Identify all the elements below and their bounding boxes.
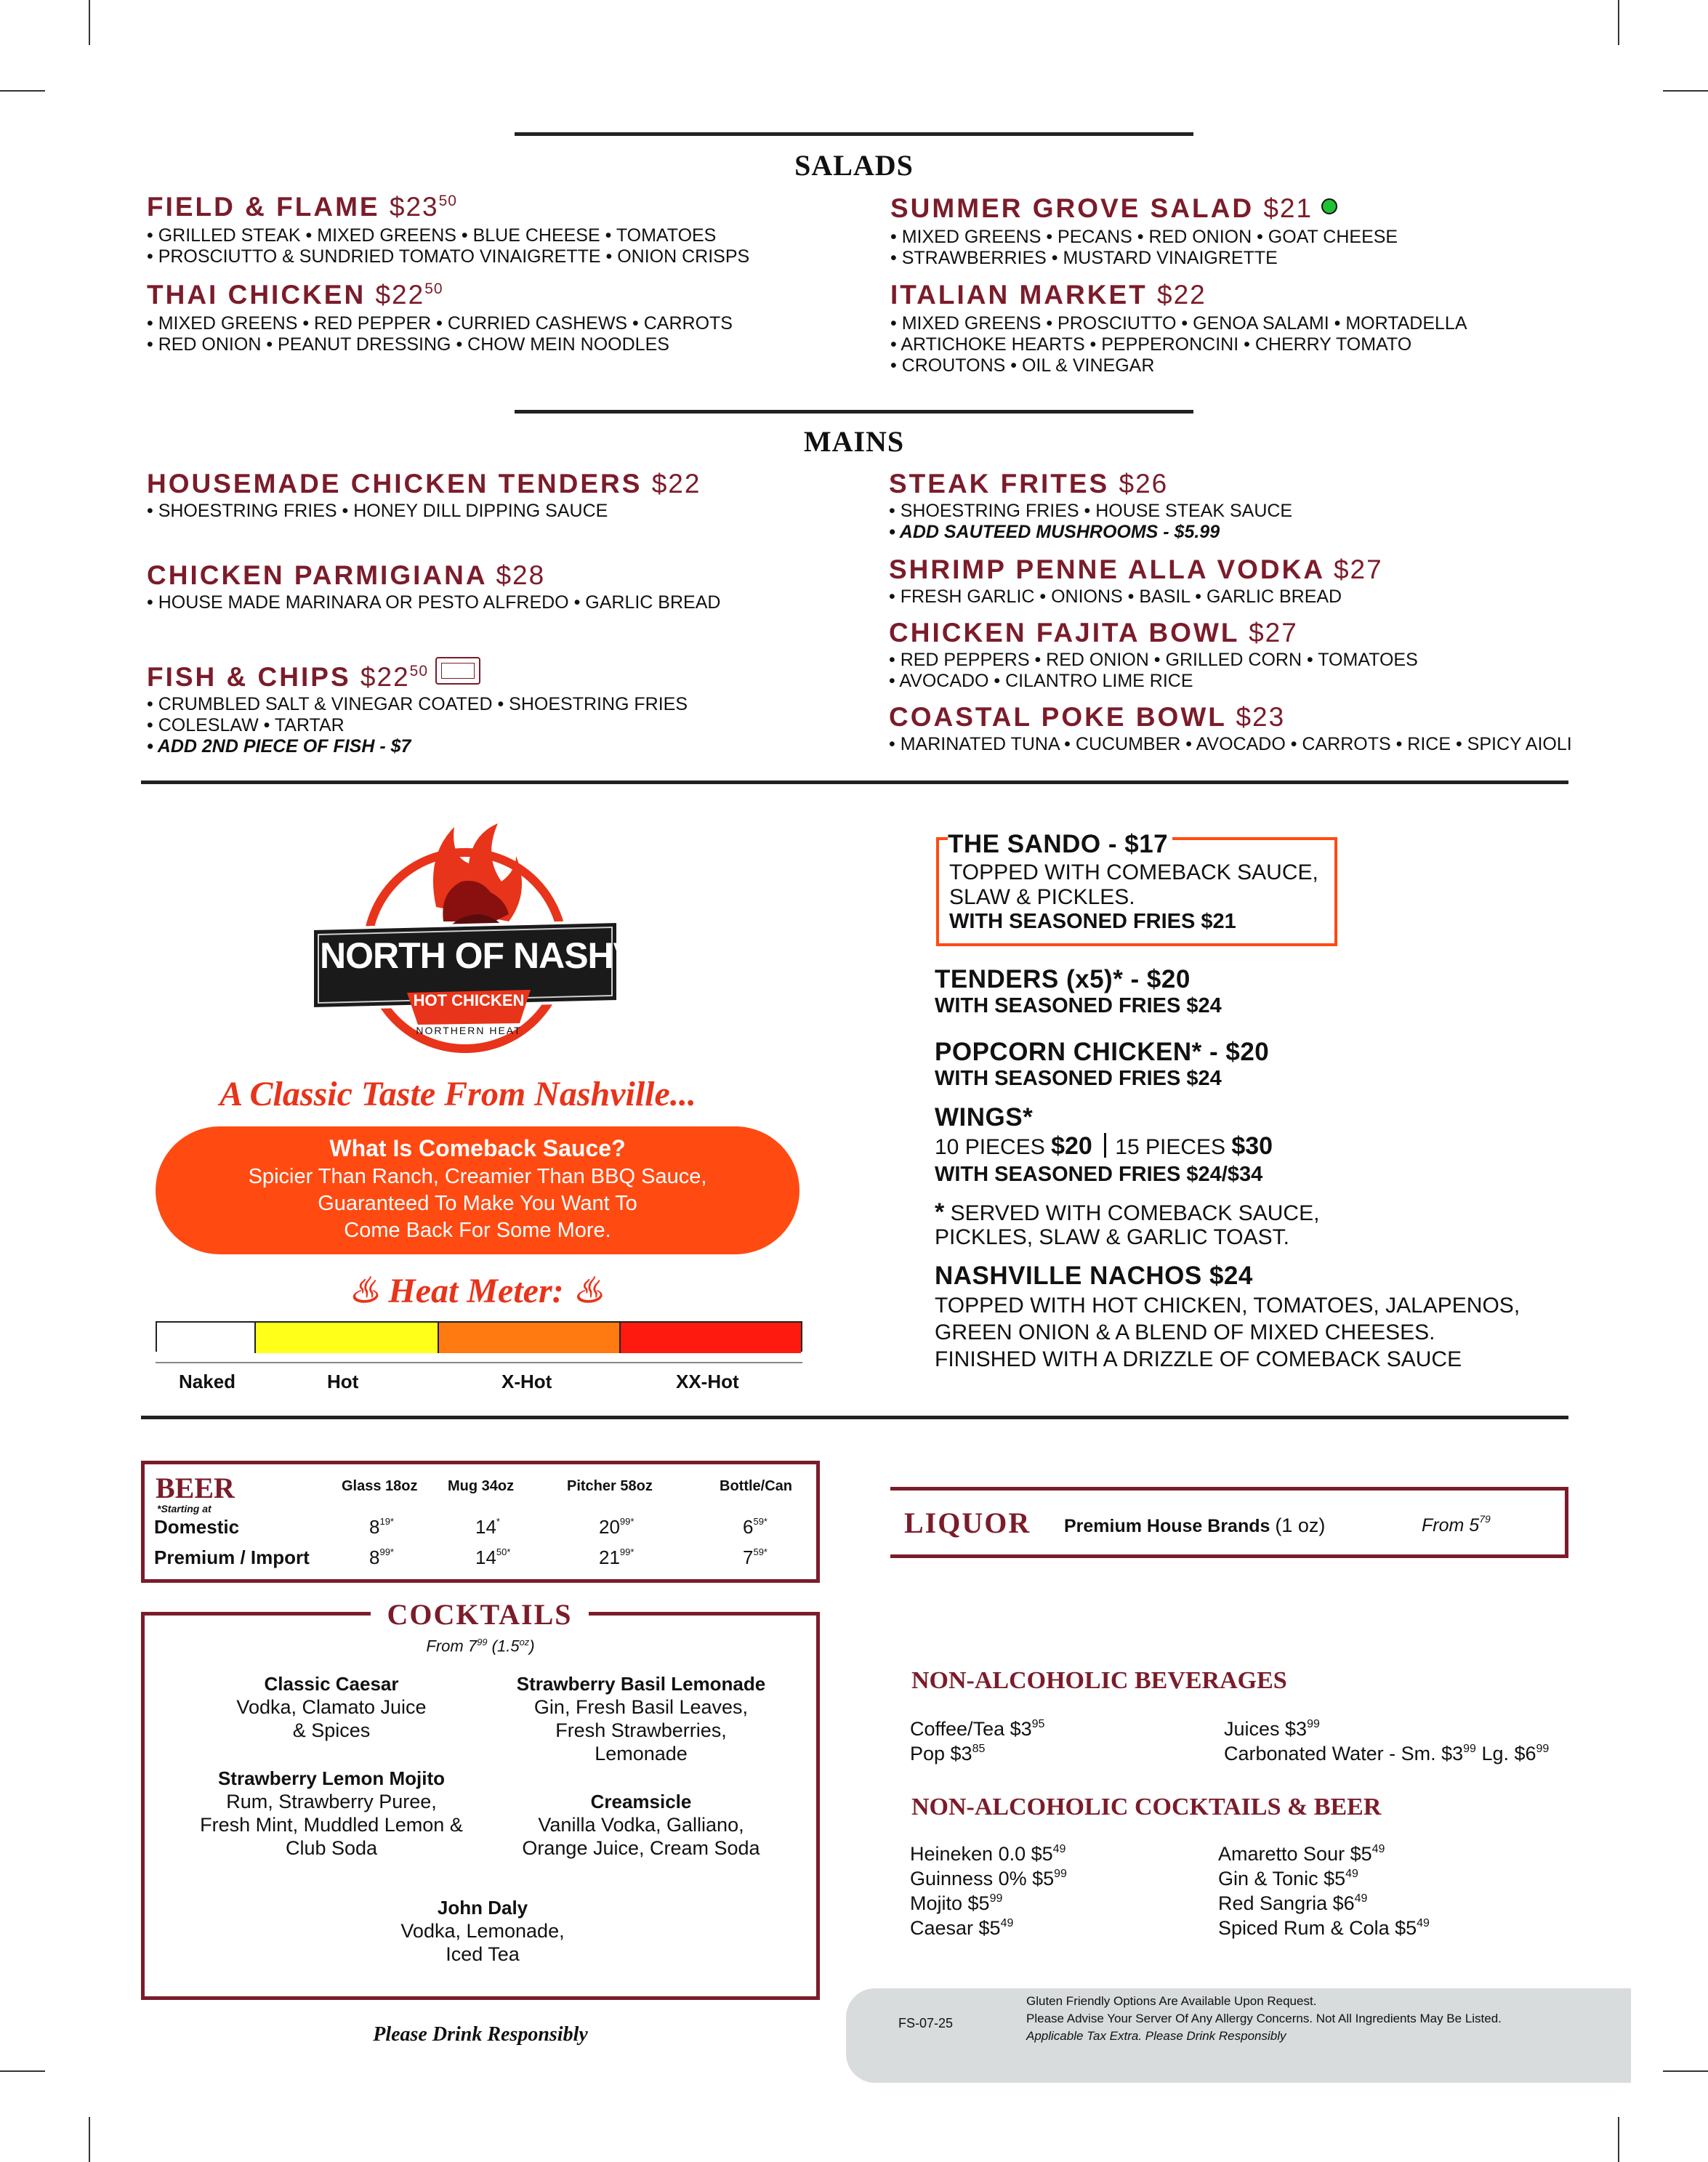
wings-prices: 10 PIECES $20 15 PIECES $30 (935, 1132, 1273, 1160)
cocktail-desc: Fresh Strawberries, (555, 1719, 727, 1741)
main-chicken-tenders (147, 469, 701, 522)
crop-mark (0, 90, 45, 92)
crop-mark (1618, 2117, 1619, 2162)
main-chicken-fajita-bowl (889, 618, 1418, 692)
logo-tagline: NORTHERN HEAT (416, 1025, 522, 1036)
bev-item: Caesar $\$5^{49}$ (910, 1917, 1014, 1939)
bev-item: Carbonated Water - Sm. $\$3^{99}$ Lg. $\$6^{99}$ (1224, 1743, 1550, 1764)
form-code: FS-07-25 (898, 2016, 954, 2030)
item-desc: • RED ONION • PEANUT DRESSING • CHOW MEIN NOODLES (147, 334, 669, 355)
liquor-title: LIQUOR (904, 1506, 1031, 1539)
heat-level-naked (157, 1323, 256, 1353)
beer-note: *Starting at (157, 1503, 212, 1514)
wings-fries: WITH SEASONED FRIES $24/$34 (935, 1163, 1263, 1186)
nashville-tagline: A Classic Taste From Nashville... (219, 1075, 696, 1113)
section-rule (141, 1416, 1568, 1419)
sando-desc: SLAW & PICKLES. (949, 885, 1135, 909)
heat-level-xxhot (621, 1323, 801, 1353)
bev-item: Pop $\$3^{85}$ (910, 1743, 986, 1764)
item-desc: • FRESH GARLIC • ONIONS • BASIL • GARLIC BREAD (889, 586, 1342, 607)
popcorn-title: POPCORN CHICKEN* - $20 (935, 1038, 1270, 1066)
beer-price: $21^{99*}$ (599, 1546, 635, 1568)
crop-mark (0, 2070, 45, 2072)
nachos-desc: FINISHED WITH A DRIZZLE OF COMEBACK SAUCE (935, 1347, 1462, 1371)
item-name: CHICKEN FAJITA BOWL (889, 618, 1239, 648)
beer-price: $20^{99*}$ (599, 1516, 635, 1538)
bev-item: Spiced Rum & Cola $\$5^{49}$ (1218, 1917, 1430, 1939)
cocktail-desc: Orange Juice, Cream Soda (522, 1837, 760, 1859)
logo-text: NORTH OF NASHVILLE (320, 935, 713, 976)
beer-col-header: Bottle/Can (720, 1478, 792, 1494)
cocktail-desc: Lemonade (595, 1743, 688, 1764)
item-desc: • ARTICHOKE HEARTS • PEPPERONCINI • CHERRY TOMATO (890, 334, 1412, 355)
item-name: SUMMER GROVE SALAD (890, 193, 1254, 223)
item-name: FIELD & FLAME (147, 192, 380, 222)
item-name: SHRIMP PENNE ALLA VODKA (889, 554, 1324, 584)
nachos-desc: TOPPED WITH HOT CHICKEN, TOMATOES, JALAPENOS, (935, 1294, 1520, 1318)
heat-meter-title: ♨ Heat Meter: ♨ (348, 1272, 604, 1310)
cocktail-creamsicle (496, 1791, 786, 1860)
cocktail-name: Creamsicle (590, 1791, 692, 1812)
liquor-price: From $5^{79}$ (1422, 1513, 1491, 1536)
cocktail-john-daly (337, 1897, 628, 1966)
salads-rule (515, 132, 1193, 136)
item-desc: • HOUSE MADE MARINARA OR PESTO ALFREDO • GARLIC BREAD (147, 592, 721, 613)
beer-col-header: Glass 18oz (342, 1478, 418, 1494)
main-steak-frites (889, 469, 1292, 543)
salad-thai-chicken (147, 280, 733, 355)
item-price: $23 (1236, 702, 1286, 732)
item-desc: • SHOESTRING FRIES • HOUSE STEAK SAUCE (889, 501, 1293, 521)
salad-field-and-flame (147, 192, 749, 267)
heat-level-hot (256, 1323, 439, 1353)
item-desc: • SHOESTRING FRIES • HONEY DILL DIPPING SAUCE (147, 501, 608, 521)
main-fish-and-chips (147, 657, 688, 757)
nachos-desc: GREEN ONION & A BLEND OF MIXED CHEESES. (935, 1320, 1435, 1344)
tenders-fries: WITH SEASONED FRIES $24 (935, 994, 1222, 1017)
beer-row-label: Premium / Import (154, 1546, 310, 1568)
item-price: $\$22^{50}$ (375, 280, 443, 310)
item-desc: • MIXED GREENS • PROSCIUTTO • GENOA SALAMI • MORTADELLA (890, 313, 1467, 334)
item-desc: • COLESLAW • TARTAR (147, 715, 345, 735)
heat-meter-bar (156, 1321, 802, 1352)
item-desc: • RED PEPPERS • RED ONION • GRILLED CORN • TOMATOES (889, 650, 1418, 670)
item-desc: • GRILLED STEAK • MIXED GREENS • BLUE CHEESE • TOMATOES (147, 225, 717, 246)
logo-subtext: HOT CHICKEN (413, 991, 525, 1009)
beer-col-header: Pitcher 58oz (567, 1478, 653, 1494)
comeback-question: What Is Comeback Sauce? (329, 1135, 626, 1161)
heat-label: X-Hot (501, 1371, 552, 1392)
comeback-answer: Spicier Than Ranch, Creamier Than BBQ Sauce, (248, 1165, 707, 1188)
nonalc-cocktails-title: NON-ALCOHOLIC COCKTAILS & BEER (911, 1794, 1382, 1820)
item-desc: • PROSCIUTTO & SUNDRIED TOMATO VINAIGRETTE • ONION CRISPS (147, 246, 750, 267)
main-chicken-parmigiana (147, 560, 720, 613)
bev-item: Gin & Tonic $\$5^{49}$ (1218, 1868, 1358, 1889)
cocktail-desc: Iced Tea (446, 1943, 520, 1965)
bev-item: Red Sangria $\$6^{49}$ (1218, 1892, 1368, 1914)
cocktail-desc: & Spices (292, 1719, 371, 1741)
drink-responsibly: Please Drink Responsibly (373, 2023, 588, 2046)
cocktail-strawberry-lemon-mojito (186, 1767, 477, 1860)
item-name: THAI CHICKEN (147, 280, 366, 310)
cocktail-classic-caesar (186, 1673, 477, 1742)
footer-line: Please Advise Your Server Of Any Allergy Concerns. Not All Ingredients May Be Listed. (1026, 2012, 1502, 2025)
section-rule (141, 781, 1568, 784)
beer-title: BEER (156, 1472, 235, 1504)
cocktail-desc: Vodka, Clamato Juice (236, 1696, 427, 1718)
item-addon: • ADD 2ND PIECE OF FISH - $7 (147, 736, 411, 757)
served-with-note: PICKLES, SLAW & GARLIC TOAST. (935, 1225, 1289, 1249)
comeback-sauce-box (156, 1126, 799, 1254)
footer-line: Gluten Friendly Options Are Available Upon Request. (1026, 1994, 1317, 2008)
sando-title: THE SANDO - $17 (948, 830, 1172, 859)
salad-summer-grove (890, 193, 1398, 269)
cocktail-strawberry-basil-lemonade (496, 1673, 786, 1765)
item-name: COASTAL POKE BOWL (889, 702, 1227, 732)
north-of-nashville-logo (298, 812, 713, 1074)
salads-title: SALADS (794, 149, 914, 182)
heat-axis (156, 1362, 802, 1363)
tenders-title: TENDERS (x5)* - $20 (935, 965, 1191, 993)
item-desc: • MIXED GREENS • PECANS • RED ONION • GOAT CHEESE (890, 227, 1398, 247)
fish-badge-icon (435, 657, 480, 685)
cocktail-desc: Rum, Strawberry Puree, (226, 1791, 437, 1812)
item-price: $\$23^{50}$ (389, 192, 457, 222)
beer-row-label: Domestic (154, 1516, 240, 1538)
beer-col-header: Mug 34oz (448, 1478, 515, 1494)
beer-price: $8^{99*}$ (369, 1546, 394, 1568)
item-price: $\$22^{50}$ (360, 662, 429, 692)
cocktail-desc: Club Soda (285, 1837, 378, 1859)
crop-mark (89, 0, 90, 45)
bev-item: Juices $\$3^{99}$ (1224, 1718, 1320, 1740)
item-desc: • CRUMBLED SALT & VINEGAR COATED • SHOESTRING FRIES (147, 694, 688, 714)
beer-price: $6^{59*}$ (743, 1516, 768, 1538)
item-price: $22 (651, 469, 701, 499)
mains-title: MAINS (803, 425, 905, 458)
cocktails-from: From $7^{99}$ $(1.5^{oz})$ (426, 1637, 535, 1655)
item-desc: • MIXED GREENS • RED PEPPER • CURRIED CASHEWS • CARROTS (147, 313, 733, 334)
comeback-answer: Come Back For Some More. (344, 1219, 611, 1242)
crop-mark (1618, 0, 1619, 45)
beer-price: 14* (475, 1516, 500, 1538)
cocktail-name: Classic Caesar (264, 1673, 399, 1695)
salad-italian-market (890, 280, 1467, 376)
sando-desc: TOPPED WITH COMEBACK SAUCE, (949, 860, 1318, 884)
flame-icon: ♨ (563, 1272, 604, 1310)
item-price: $22 (1157, 280, 1207, 310)
item-price: $27 (1333, 554, 1383, 584)
item-name: CHICKEN PARMIGIANA (147, 560, 487, 590)
item-name: ITALIAN MARKET (890, 280, 1148, 310)
crop-mark (1663, 90, 1708, 92)
popcorn-fries: WITH SEASONED FRIES $24 (935, 1067, 1222, 1090)
item-name: FISH & CHIPS (147, 662, 351, 692)
nonalc-title: NON-ALCOHOLIC BEVERAGES (911, 1667, 1287, 1694)
footer-line: Applicable Tax Extra. Please Drink Responsibly (1026, 2029, 1286, 2043)
cocktail-desc: Vanilla Vodka, Galliano, (538, 1814, 744, 1836)
bev-item: Guinness 0% $\$5^{99}$ (910, 1868, 1067, 1889)
bev-item: Amaretto Sour $\$5^{49}$ (1218, 1843, 1385, 1865)
beer-price: $7^{59*}$ (743, 1546, 768, 1568)
cocktail-desc: Gin, Fresh Basil Leaves, (533, 1696, 749, 1718)
footer-notes (1026, 1993, 1502, 2045)
item-price: $21 (1263, 193, 1313, 223)
cocktail-desc: Fresh Mint, Muddled Lemon & (200, 1814, 463, 1836)
item-desc: • CROUTONS • OIL & VINEGAR (890, 355, 1155, 376)
flame-icon: ♨ (348, 1272, 389, 1310)
beer-price: $8^{19*}$ (369, 1516, 394, 1538)
item-name: HOUSEMADE CHICKEN TENDERS (147, 469, 642, 499)
comeback-answer: Guaranteed To Make You Want To (318, 1192, 637, 1215)
liquor-desc: Premium House Brands (1 oz) (1064, 1514, 1326, 1536)
cocktails-title: COCKTAILS (371, 1597, 589, 1631)
item-price: $28 (496, 560, 546, 590)
bev-item: Mojito $\$5^{99}$ (910, 1892, 1003, 1914)
wings-title: WINGS* (935, 1103, 1034, 1132)
heat-label: Hot (327, 1371, 359, 1392)
mains-rule (515, 410, 1193, 414)
cocktail-name: Strawberry Lemon Mojito (217, 1767, 446, 1789)
served-with-note: * SERVED WITH COMEBACK SAUCE, (935, 1198, 1320, 1226)
item-desc: • AVOCADO • CILANTRO LIME RICE (889, 671, 1193, 691)
bev-item: Coffee/Tea $\$3^{95}$ (910, 1718, 1045, 1740)
item-price: $27 (1249, 618, 1298, 648)
gluten-friendly-icon (1321, 198, 1337, 214)
sando-fries: WITH SEASONED FRIES $21 (949, 910, 1236, 933)
nachos-title: NASHVILLE NACHOS $24 (935, 1262, 1253, 1290)
bev-item: Heineken 0.0 $\$5^{49}$ (910, 1843, 1066, 1865)
crop-mark (89, 2117, 90, 2162)
heat-level-xhot (439, 1323, 621, 1353)
main-shrimp-penne (889, 554, 1383, 608)
crop-mark (1663, 2070, 1708, 2072)
cocktail-name: Strawberry Basil Lemonade (516, 1673, 766, 1695)
cocktail-name: John Daly (437, 1897, 528, 1919)
item-price: $26 (1119, 469, 1169, 499)
beer-price: $14^{50*}$ (475, 1546, 511, 1568)
main-coastal-poke-bowl (889, 702, 1572, 755)
item-desc: • MARINATED TUNA • CUCUMBER • AVOCADO • CARROTS • RICE • SPICY AIOLI (889, 734, 1572, 754)
item-addon: • ADD SAUTEED MUSHROOMS - $5.99 (889, 522, 1220, 542)
item-desc: • STRAWBERRIES • MUSTARD VINAIGRETTE (890, 248, 1278, 268)
heat-label: XX-Hot (676, 1371, 739, 1392)
cocktail-desc: Vodka, Lemonade, (400, 1920, 565, 1942)
heat-label: Naked (179, 1371, 236, 1392)
item-name: STEAK FRITES (889, 469, 1110, 499)
